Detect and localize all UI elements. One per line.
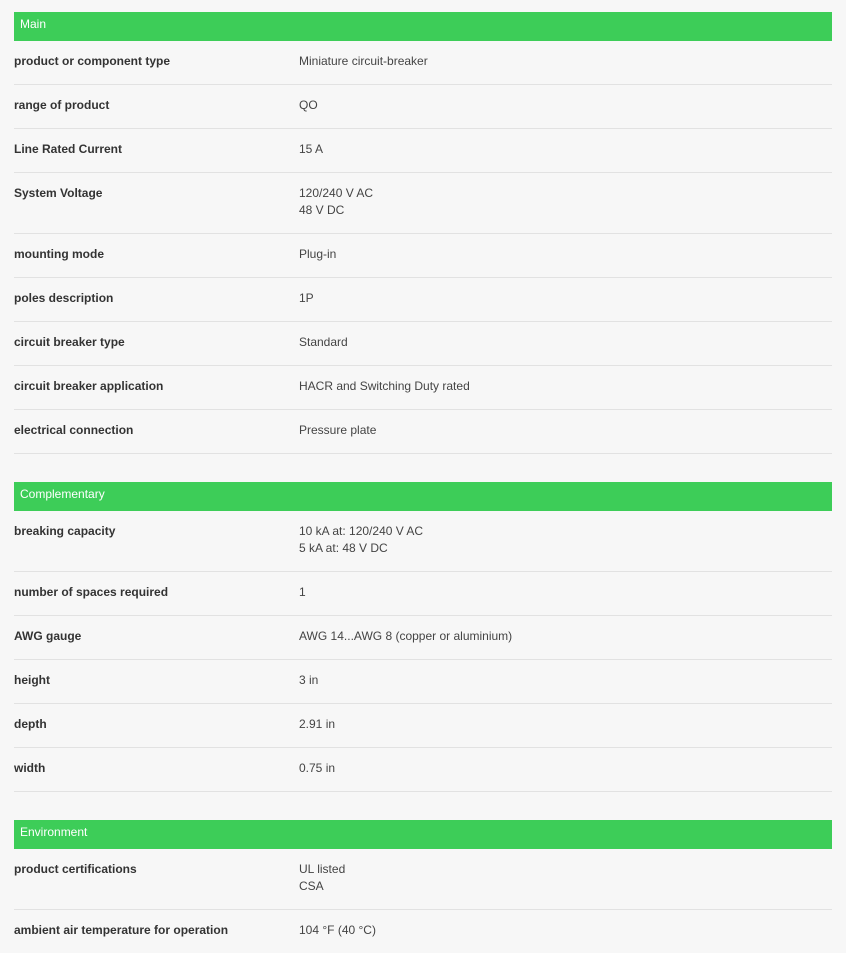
spec-value (299, 322, 832, 365)
spec-value-line: Plug-in (299, 247, 337, 261)
spec-value-line: 15 A (299, 142, 324, 156)
spec-value-line: 1P (299, 291, 314, 305)
spec-row-system-voltage (14, 173, 832, 234)
spec-row-poles-description (14, 278, 832, 322)
spec-value-line: Standard (299, 335, 348, 349)
spec-label: depth (14, 717, 47, 731)
spec-label: Line Rated Current (14, 142, 123, 156)
spec-value-line: 48 V DC (299, 203, 345, 217)
section-environment (14, 820, 832, 953)
spec-value-line: 0.75 in (299, 761, 336, 775)
spec-row-line-rated-current (14, 129, 832, 173)
spec-row-electrical-connection (14, 410, 832, 454)
spec-value (299, 572, 832, 615)
spec-value (299, 748, 832, 791)
spec-value-line: 3 in (299, 673, 319, 687)
spec-row-product-or-component-type (14, 41, 832, 85)
spec-value-line: 1 (299, 585, 306, 599)
spec-value (299, 511, 832, 571)
spec-value (299, 704, 832, 747)
section-rows (14, 849, 832, 953)
spec-row-number-of-spaces-required (14, 572, 832, 616)
spec-value-line: 120/240 V AC (299, 186, 374, 200)
spec-value (299, 129, 832, 172)
spec-row-product-certifications (14, 849, 832, 910)
section-rows (14, 41, 832, 454)
spec-label: System Voltage (14, 186, 103, 200)
spec-value (299, 366, 832, 409)
section-rows (14, 511, 832, 792)
spec-value-line: QO (299, 98, 318, 112)
spec-label: range of product (14, 98, 110, 112)
spec-label: product or component type (14, 54, 170, 68)
section-main (14, 12, 832, 454)
section-gap (14, 454, 832, 482)
spec-value-line: 10 kA at: 120/240 V AC (299, 524, 424, 538)
spec-label: width (14, 761, 46, 775)
spec-value-line: Miniature circuit-breaker (299, 54, 428, 68)
spec-row-ambient-air-temperature-for-operation (14, 910, 832, 953)
spec-label: product certifications (14, 862, 137, 876)
section-header: Environment (14, 820, 832, 849)
spec-row-circuit-breaker-application (14, 366, 832, 410)
spec-row-mounting-mode (14, 234, 832, 278)
spec-value (299, 660, 832, 703)
section-header: Complementary (14, 482, 832, 511)
spec-value-line: HACR and Switching Duty rated (299, 379, 470, 393)
section-complementary (14, 482, 832, 792)
spec-row-circuit-breaker-type (14, 322, 832, 366)
spec-value (299, 849, 832, 909)
spec-value-line: UL listed (299, 862, 346, 876)
spec-value-line: Pressure plate (299, 423, 377, 437)
spec-row-width (14, 748, 832, 792)
spec-label: number of spaces required (14, 585, 169, 599)
spec-row-breaking-capacity (14, 511, 832, 572)
spec-value-line: CSA (299, 879, 324, 893)
spec-label: breaking capacity (14, 524, 116, 538)
spec-table (14, 12, 832, 953)
spec-value-line: 2.91 in (299, 717, 336, 731)
spec-label: AWG gauge (14, 629, 82, 643)
spec-label: circuit breaker application (14, 379, 164, 393)
spec-value (299, 278, 832, 321)
spec-row-range-of-product (14, 85, 832, 129)
section-gap (14, 792, 832, 820)
spec-value-line: AWG 14...AWG 8 (copper or aluminium) (299, 629, 513, 643)
spec-label: electrical connection (14, 423, 134, 437)
spec-value (299, 410, 832, 453)
spec-value-line: 104 °F (40 °C) (299, 923, 376, 937)
spec-row-height (14, 660, 832, 704)
spec-value (299, 85, 832, 128)
spec-value (299, 910, 832, 953)
spec-row-awg-gauge (14, 616, 832, 660)
spec-label: circuit breaker type (14, 335, 125, 349)
spec-row-depth (14, 704, 832, 748)
spec-label: mounting mode (14, 247, 104, 261)
spec-label: height (14, 673, 50, 687)
spec-value (299, 616, 832, 659)
section-header: Main (14, 12, 832, 41)
spec-value (299, 234, 832, 277)
spec-label: poles description (14, 291, 114, 305)
spec-value-line: 5 kA at: 48 V DC (299, 541, 388, 555)
spec-value (299, 41, 832, 84)
spec-value (299, 173, 832, 233)
spec-label: ambient air temperature for operation (14, 923, 229, 937)
